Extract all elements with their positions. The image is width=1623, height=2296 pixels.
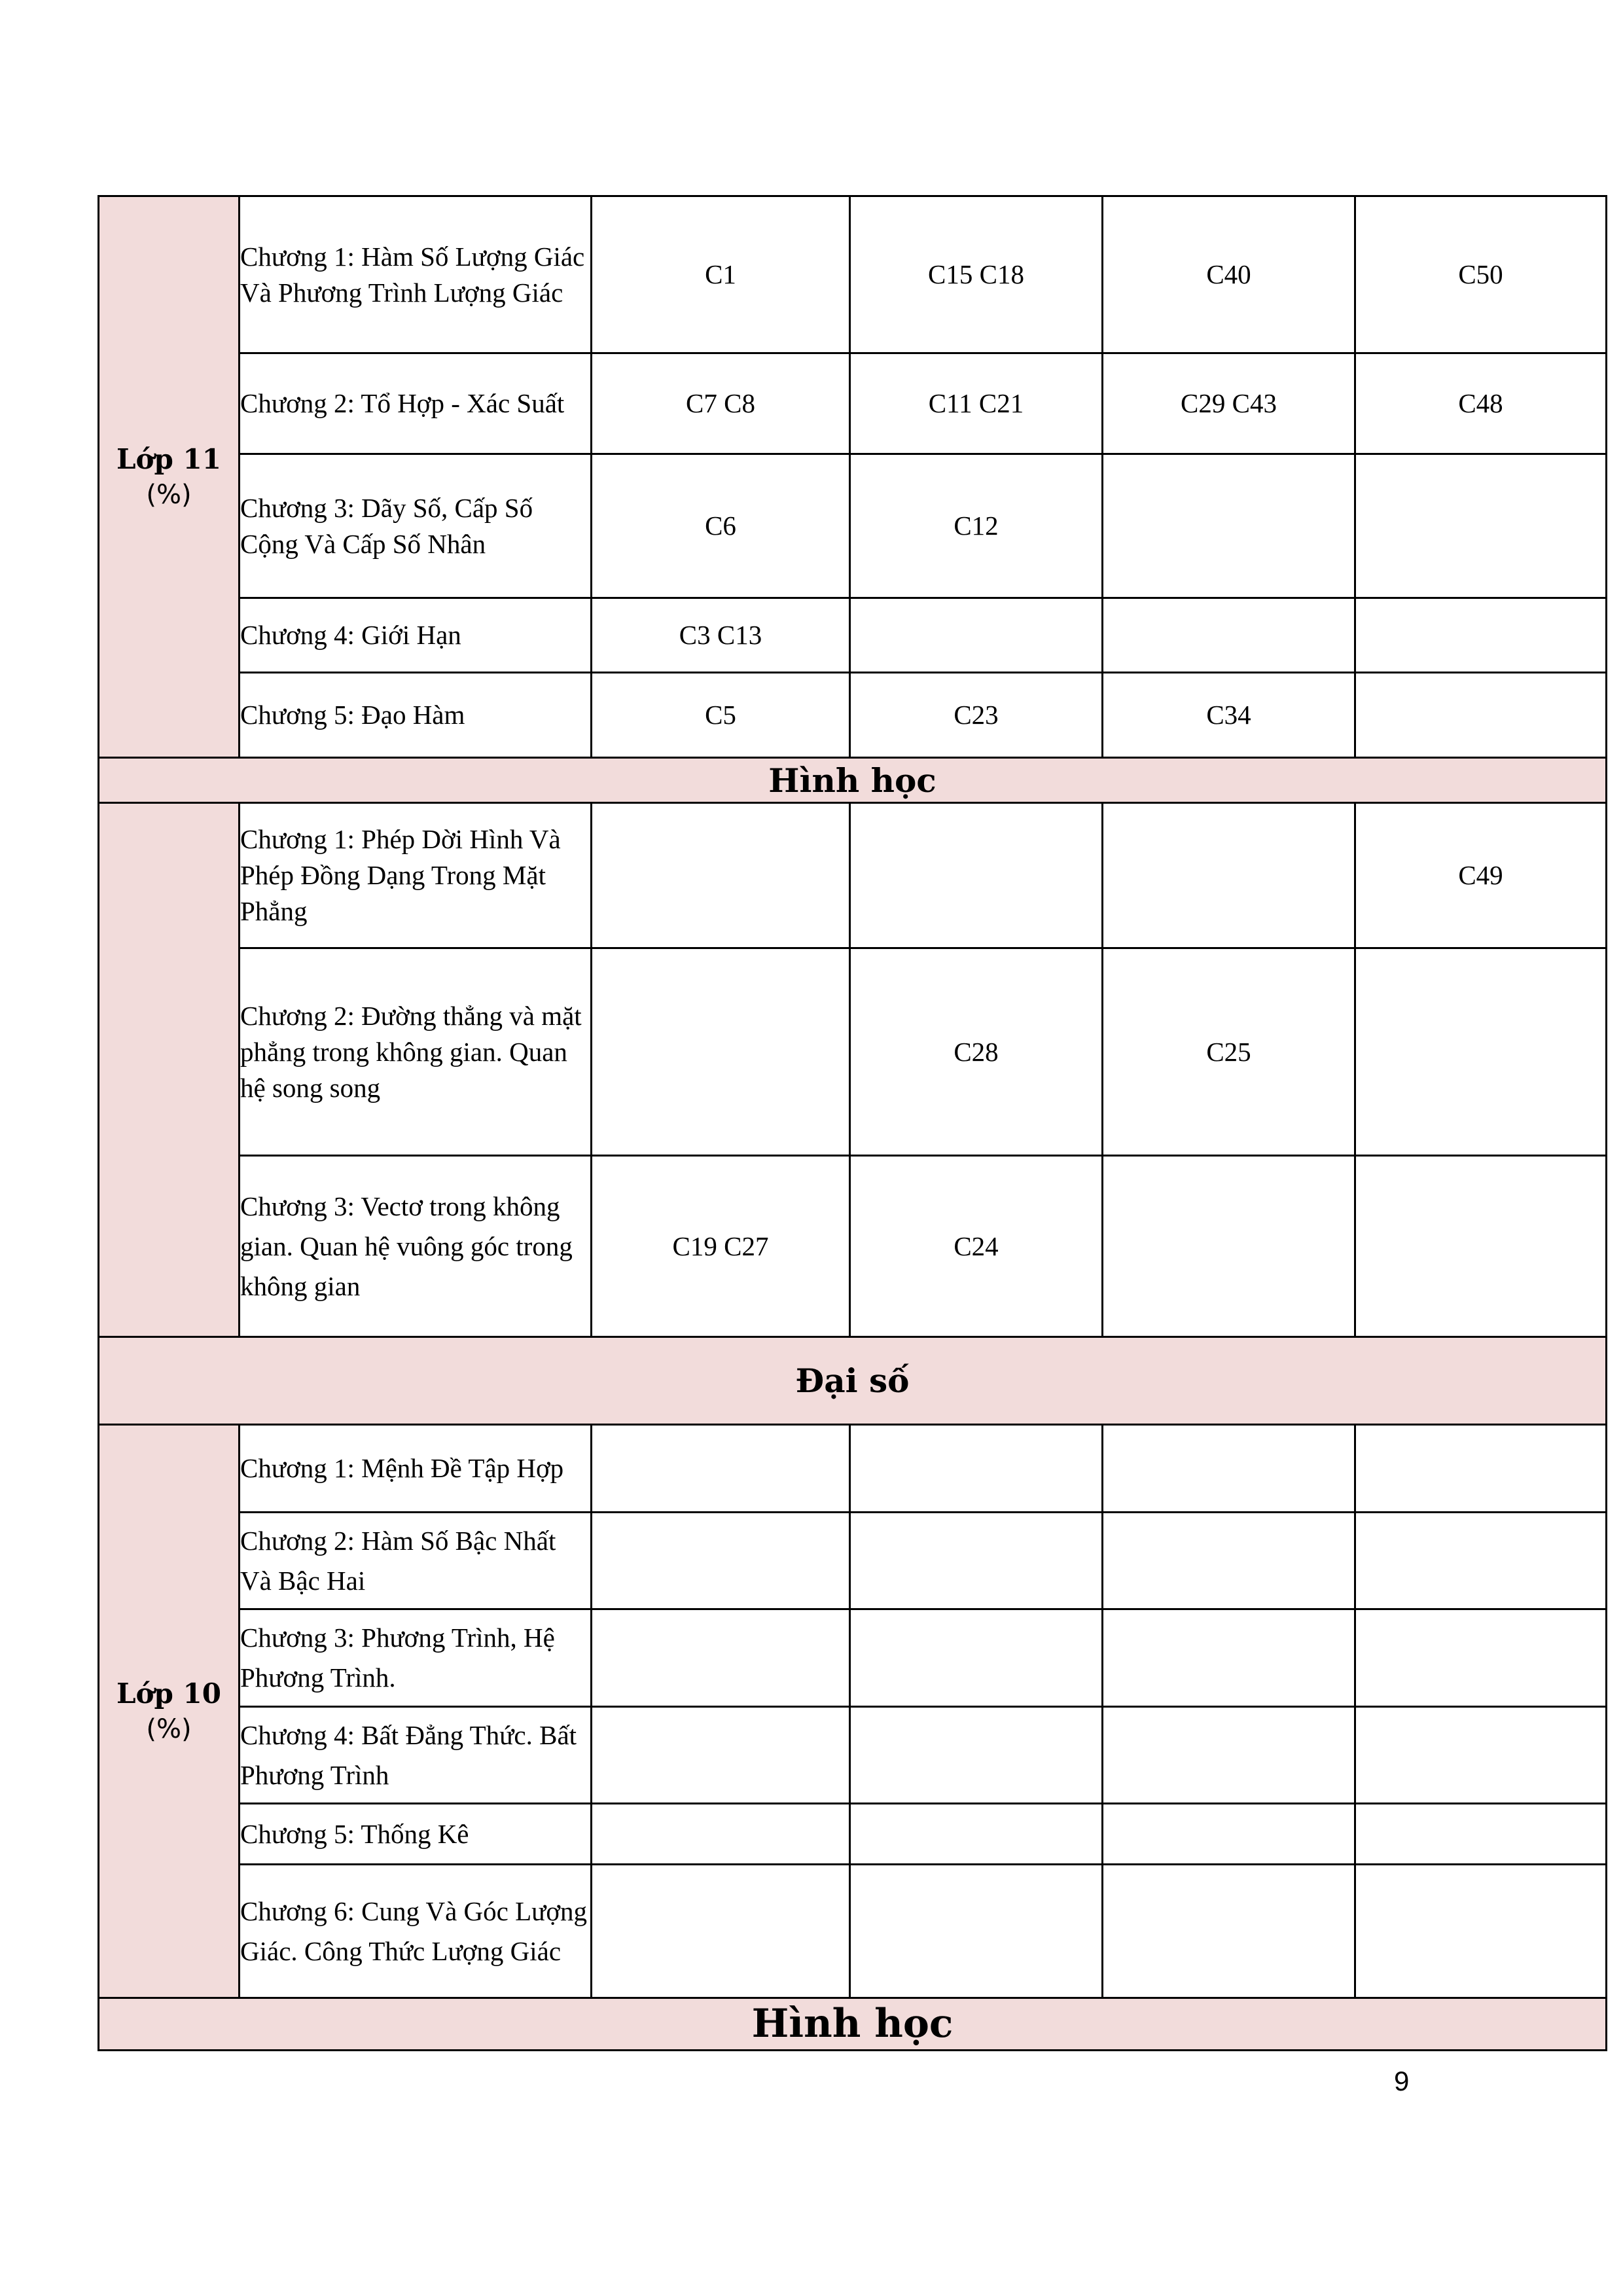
- level-2-cell: C24: [850, 1156, 1103, 1337]
- section-title: Đại số: [99, 1337, 1607, 1425]
- section-title: Hình học: [99, 1998, 1607, 2051]
- table-row: [99, 1707, 1607, 1804]
- grade-percent: (%): [146, 1713, 192, 1744]
- level-2-cell: [850, 803, 1103, 948]
- chapter-cell: Chương 6: Cung Và Góc Lượng Giác. Công Thức Lượng Giác: [240, 1865, 592, 1998]
- level-2-cell: [850, 1609, 1103, 1707]
- grade-name: Lớp 11: [116, 442, 221, 475]
- grade-name: Lớp 10: [116, 1677, 221, 1710]
- level-1-cell: C5: [592, 673, 850, 758]
- table-row: [99, 1804, 1607, 1865]
- level-3-cell: [1103, 454, 1355, 598]
- level-4-cell: [1355, 598, 1607, 673]
- level-1-cell: C3 C13: [592, 598, 850, 673]
- chapter-cell: Chương 3: Dãy Số, Cấp Số Cộng Và Cấp Số Nhân: [240, 454, 592, 598]
- chapter-cell: Chương 4: Giới Hạn: [240, 598, 592, 673]
- level-3-cell: [1103, 1513, 1355, 1609]
- grade-10-cell: [99, 1425, 240, 1998]
- level-3-cell: [1103, 598, 1355, 673]
- level-1-cell: [592, 948, 850, 1156]
- level-4-cell: C49: [1355, 803, 1607, 948]
- chapter-cell: Chương 5: Thống Kê: [240, 1804, 592, 1865]
- table-row: [99, 1425, 1607, 1513]
- table-row: [99, 948, 1607, 1156]
- question-matrix-table: [98, 195, 1607, 2051]
- chapter-cell: Chương 3: Phương Trình, Hệ Phương Trình.: [240, 1609, 592, 1707]
- level-1-cell: [592, 1513, 850, 1609]
- level-4-cell: [1355, 1513, 1607, 1609]
- level-2-cell: C23: [850, 673, 1103, 758]
- level-2-cell: C28: [850, 948, 1103, 1156]
- level-3-cell: [1103, 1804, 1355, 1865]
- level-4-cell: [1355, 454, 1607, 598]
- section-row: [99, 1998, 1607, 2051]
- chapter-cell: Chương 2: Đường thẳng và mặt phẳng trong không gian. Quan hệ song song: [240, 948, 592, 1156]
- level-1-cell: [592, 1425, 850, 1513]
- level-4-cell: [1355, 1707, 1607, 1804]
- level-2-cell: [850, 1425, 1103, 1513]
- section-row: [99, 758, 1607, 803]
- level-3-cell: [1103, 803, 1355, 948]
- chapter-cell: Chương 3: Vectơ trong không gian. Quan hệ vuông góc trong không gian: [240, 1156, 592, 1337]
- table-row: [99, 196, 1607, 353]
- table-row: [99, 454, 1607, 598]
- level-1-cell: [592, 1865, 850, 1998]
- level-1-cell: [592, 1707, 850, 1804]
- section-title: Hình học: [99, 758, 1607, 803]
- level-3-cell: [1103, 1707, 1355, 1804]
- grade-percent: (%): [146, 479, 192, 510]
- chapter-cell: Chương 2: Tổ Hợp - Xác Suất: [240, 353, 592, 454]
- level-3-cell: C34: [1103, 673, 1355, 758]
- level-3-cell: [1103, 1425, 1355, 1513]
- level-1-cell: [592, 803, 850, 948]
- level-3-cell: C25: [1103, 948, 1355, 1156]
- level-1-cell: C19 C27: [592, 1156, 850, 1337]
- table-row: [99, 1609, 1607, 1707]
- chapter-cell: Chương 4: Bất Đẳng Thức. Bất Phương Trình: [240, 1707, 592, 1804]
- level-1-cell: C7 C8: [592, 353, 850, 454]
- table-row: [99, 1513, 1607, 1609]
- level-4-cell: [1355, 948, 1607, 1156]
- table-row: [99, 598, 1607, 673]
- level-2-cell: C12: [850, 454, 1103, 598]
- level-4-cell: [1355, 673, 1607, 758]
- level-1-cell: [592, 1609, 850, 1707]
- level-2-cell: [850, 1865, 1103, 1998]
- chapter-cell: Chương 1: Phép Dời Hình Và Phép Đồng Dạng Trong Mặt Phẳng: [240, 803, 592, 948]
- table-row: [99, 673, 1607, 758]
- level-1-cell: C6: [592, 454, 850, 598]
- chapter-cell: Chương 1: Hàm Số Lượng Giác Và Phương Trình Lượng Giác: [240, 196, 592, 353]
- level-2-cell: [850, 1513, 1103, 1609]
- level-2-cell: [850, 1707, 1103, 1804]
- level-4-cell: C50: [1355, 196, 1607, 353]
- level-2-cell: [850, 1804, 1103, 1865]
- section-row: [99, 1337, 1607, 1425]
- level-3-cell: [1103, 1609, 1355, 1707]
- level-2-cell: [850, 598, 1103, 673]
- table-row: [99, 1156, 1607, 1337]
- chapter-cell: Chương 2: Hàm Số Bậc Nhất Và Bậc Hai: [240, 1513, 592, 1609]
- level-3-cell: [1103, 1156, 1355, 1337]
- table-row: [99, 1865, 1607, 1998]
- level-1-cell: C1: [592, 196, 850, 353]
- grade-geometry-cell: [99, 803, 240, 1337]
- level-4-cell: [1355, 1425, 1607, 1513]
- level-3-cell: C29 C43: [1103, 353, 1355, 454]
- level-4-cell: C48: [1355, 353, 1607, 454]
- level-2-cell: C11 C21: [850, 353, 1103, 454]
- level-4-cell: [1355, 1804, 1607, 1865]
- page-number: 9: [1394, 2066, 1410, 2096]
- level-1-cell: [592, 1804, 850, 1865]
- level-4-cell: [1355, 1156, 1607, 1337]
- table-row: [99, 803, 1607, 948]
- level-3-cell: [1103, 1865, 1355, 1998]
- level-2-cell: C15 C18: [850, 196, 1103, 353]
- table-row: [99, 353, 1607, 454]
- chapter-cell: Chương 1: Mệnh Đề Tập Hợp: [240, 1425, 592, 1513]
- level-3-cell: C40: [1103, 196, 1355, 353]
- level-4-cell: [1355, 1609, 1607, 1707]
- level-4-cell: [1355, 1865, 1607, 1998]
- chapter-cell: Chương 5: Đạo Hàm: [240, 673, 592, 758]
- grade-11-cell: [99, 196, 240, 758]
